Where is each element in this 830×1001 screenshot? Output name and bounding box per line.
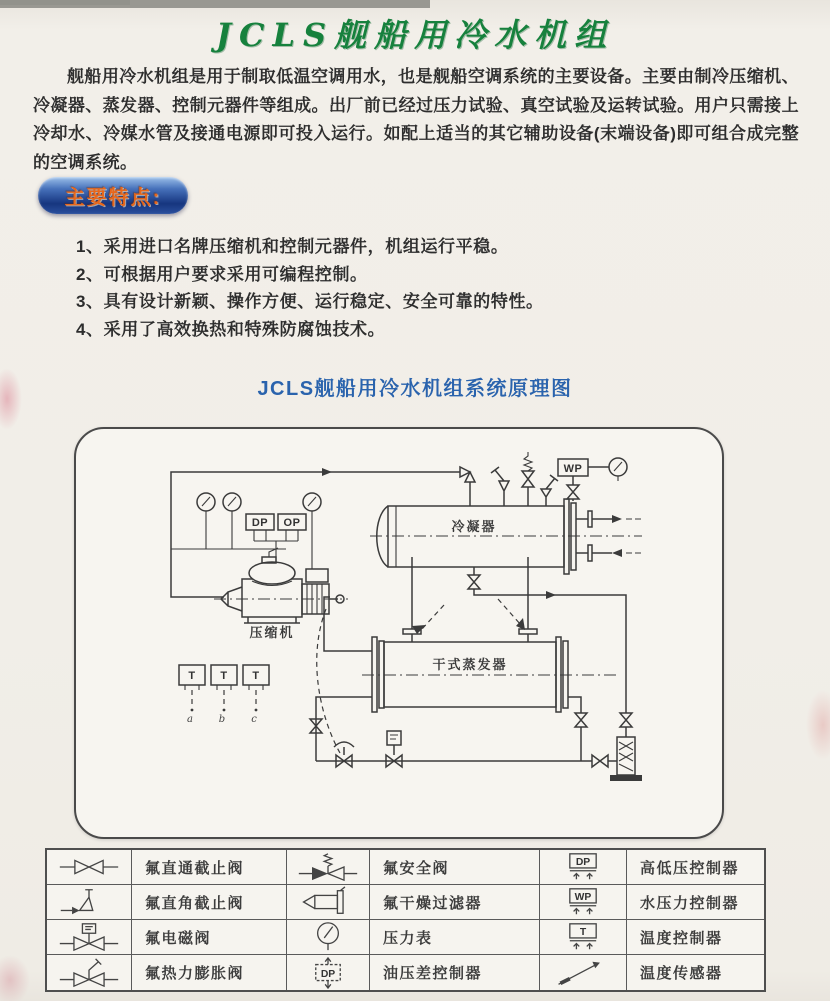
legend-label: 油压差控制器 [370, 955, 540, 990]
features-list [76, 233, 716, 343]
condenser-top-valves [491, 452, 558, 506]
condenser-label: 冷凝器 [451, 519, 497, 534]
angle-valve-icon [460, 467, 475, 506]
legend-label: 温度控制器 [627, 920, 764, 955]
stop-valve-icon [575, 713, 587, 761]
filter-drier [610, 737, 642, 781]
svg-text:T: T [579, 927, 587, 939]
feature-item: 1、采用进口名牌压缩机和控制元器件，机组运行平稳。 [76, 237, 509, 256]
legend-symbol-oil-dp-controller [287, 955, 370, 990]
legend-symbol-t-controller [540, 920, 627, 955]
scan-artifact [0, 0, 430, 8]
legend-table [45, 848, 766, 992]
sensor-letter-a: a [187, 714, 193, 725]
legend-label: 压力表 [370, 920, 540, 955]
legend-symbol-solenoid-valve [47, 920, 132, 955]
condensate-line [468, 567, 632, 737]
legend-label: 氟直角截止阀 [132, 885, 287, 920]
evaporator-label: 干式蒸发器 [432, 657, 508, 672]
temp-sensor-arrows [412, 599, 525, 634]
svg-text:DP: DP [575, 857, 591, 869]
legend-label: 氟安全阀 [370, 850, 540, 885]
legend-label: 氟干燥过滤器 [370, 885, 540, 920]
legend-symbol-temp-sensor [540, 955, 627, 990]
intro-paragraph: 舰船用冷水机组是用于制取低温空调用水，也是舰船空调系统的主要设备。主要由制冷压缩机、冷凝器、蒸发器、控制元器件等组成。出厂前已经过压力试验、真空试验及运转试验。用户只需接上冷却水、冷媒水管及接通电源即可投入运行。如配上适当的其它辅助设备(末端设备)即可组合成完整的空调系统。 [33, 67, 799, 172]
legend-label: 氟直通截止阀 [132, 850, 287, 885]
legend-label: 高低压控制器 [627, 850, 764, 885]
svg-text:DP: DP [320, 968, 336, 980]
compressor-label: 压缩机 [249, 625, 295, 640]
op-box-label: OP [283, 517, 301, 529]
legend-label: 温度传感器 [640, 965, 723, 982]
expansion-valve-icon [334, 742, 354, 767]
legend-label: 水压力控制器 [627, 885, 764, 920]
t-box-label: T [188, 670, 196, 682]
feature-item: 3、具有设计新颖、操作方便、运行稳定、安全可靠的特性。 [76, 292, 544, 311]
features-badge-label: 主要特点: [64, 187, 162, 209]
t-box-label: T [252, 670, 260, 682]
legend-symbol-angle-stop-valve [47, 885, 132, 920]
flow-arrow [322, 468, 332, 476]
gauge-panel [171, 493, 321, 569]
system-diagram [74, 427, 724, 839]
legend-symbol-hp-lp-controller [540, 850, 627, 885]
water-pressure-controller [558, 458, 627, 501]
legend-label: 氟电磁阀 [132, 920, 287, 955]
wp-box-label: WP [563, 463, 583, 475]
liquid-line [316, 755, 617, 767]
evaporator-vessel [362, 557, 616, 712]
legend-symbol-filter-drier [287, 885, 370, 920]
diagram-title: JCLS舰船用冷水机组系统原理图 [257, 378, 573, 400]
scan-smudge [806, 690, 830, 760]
features-badge [38, 177, 188, 214]
scan-smudge [0, 955, 30, 1001]
sensor-letter-c: c [251, 714, 257, 725]
condenser-vessel [370, 499, 642, 574]
legend-symbol-safety-valve [287, 850, 370, 885]
compressor-unit [214, 548, 348, 640]
temp-controller-boxes [179, 665, 269, 725]
feature-item: 2、可根据用户要求采用可编程控制。 [76, 264, 368, 284]
legend-symbol-wp-controller [540, 885, 627, 920]
legend-symbol-expansion-valve [47, 955, 132, 990]
safety-valve-icon [524, 452, 532, 471]
legend-symbol-pressure-gauge [287, 920, 370, 955]
t-box-label: T [220, 670, 228, 682]
schematic-svg [76, 429, 722, 837]
page-title: JCLS舰船用冷水机组 [215, 16, 615, 54]
dp-box-label: DP [251, 517, 269, 529]
legend-label: 氟热力膨胀阀 [132, 955, 287, 990]
sensor-letter-b: b [218, 714, 226, 725]
svg-text:WP: WP [574, 892, 592, 904]
feature-item: 4、采用了高效换热和特殊防腐蚀技术。 [76, 319, 386, 339]
legend-symbol-straight-stop-valve [47, 850, 132, 885]
scan-artifact [0, 0, 130, 5]
